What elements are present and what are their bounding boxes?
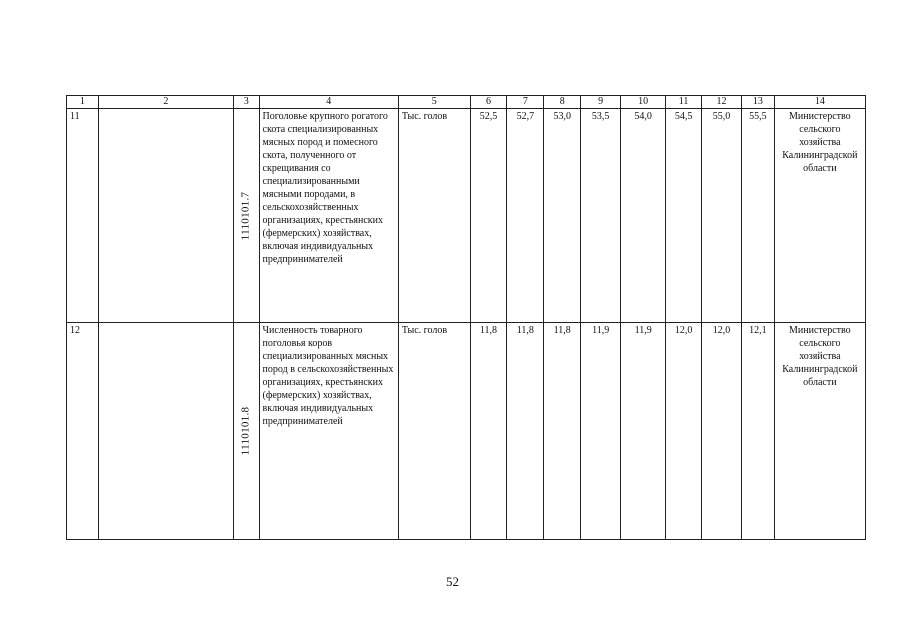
empty-cell [98,323,233,540]
header-cell: 10 [621,96,666,109]
header-cell: 8 [544,96,581,109]
unit-cell: Тыс. голов [398,109,470,323]
row-number: 12 [67,323,99,540]
value-cell: 12,0 [702,323,742,540]
header-row [67,96,866,109]
ministry-cell: Министерство сельского хозяйства Калининградской области [774,323,865,540]
header-cell: 14 [774,96,865,109]
value-cell: 11,9 [581,323,621,540]
header-cell: 2 [98,96,233,109]
page-number: 52 [446,574,459,589]
indicator-code: 1110101.7 [239,191,252,240]
value-cell: 11,8 [507,323,544,540]
header-cell: 3 [233,96,259,109]
ministry-cell: Министерство сельского хозяйства Калининградской области [774,109,865,323]
row-number: 11 [67,109,99,323]
header-cell: 7 [507,96,544,109]
code-cell [233,109,259,323]
indicator-description: Поголовье крупного рогатого скота специализированных мясных пород и помесного скота, полученного от скрещивания со специализированными мясными породами, в сельскохозяйственных организациях, крестьянских (фермерских) хозяйствах, включая индивидуальных предпринимателей [259,109,398,323]
value-cell: 11,8 [470,323,507,540]
value-cell: 55,0 [702,109,742,323]
value-cell: 11,9 [621,323,666,540]
empty-cell [98,109,233,323]
value-cell: 54,0 [621,109,666,323]
code-cell [233,323,259,540]
value-cell: 54,5 [666,109,702,323]
table-row [67,109,866,323]
header-cell: 9 [581,96,621,109]
header-cell: 13 [741,96,774,109]
header-cell: 4 [259,96,398,109]
value-cell: 53,0 [544,109,581,323]
unit-cell: Тыс. голов [398,323,470,540]
header-cell: 1 [67,96,99,109]
data-table [66,95,866,540]
value-cell: 55,5 [741,109,774,323]
value-cell: 52,5 [470,109,507,323]
table-row [67,323,866,540]
indicator-code: 1110101.8 [239,406,252,456]
value-cell: 12,0 [666,323,702,540]
header-cell: 5 [398,96,470,109]
value-cell: 11,8 [544,323,581,540]
header-cell: 11 [666,96,702,109]
indicator-description: Численность товарного поголовья коров специализированных мясных пород в сельскохозяйственных организациях, крестьянских (фермерских) хозяйствах, включая индивидуальных предпринимателей [259,323,398,540]
header-cell: 12 [702,96,742,109]
value-cell: 53,5 [581,109,621,323]
value-cell: 52,7 [507,109,544,323]
header-cell: 6 [470,96,507,109]
value-cell: 12,1 [741,323,774,540]
